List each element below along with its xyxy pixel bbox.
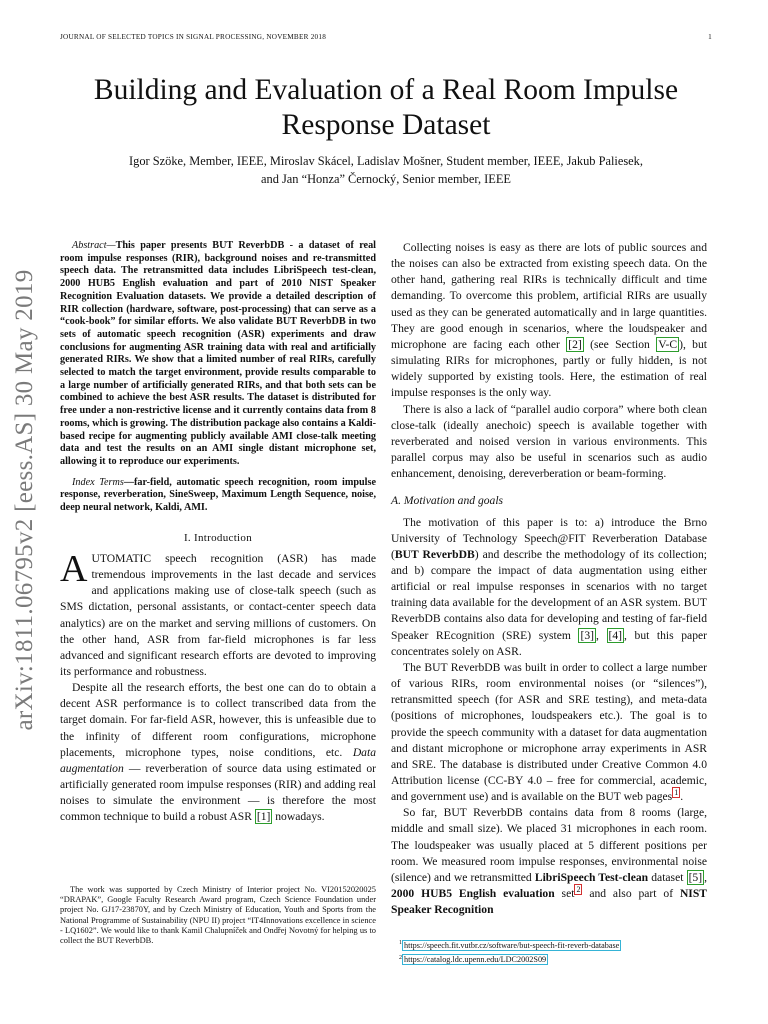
right-paragraph-1 (391, 240, 707, 402)
right-p4-text-a: The BUT ReverbDB was built in order to collect a large number of various RIRs, room environmental noises (or “silences”), retransmitted speech (for ASR and SRE testing), and meta-data (positions of microphones, loudspeakers etc.). The goal is to provide the speech community with a dataset for data augmentation and distant microphone or microphone array experiments in ASR and SRE. The database is distributed under Creative Common 4.0 Attribution license (CC-BY 4.0 – free for commercial, academic, and government use) and is available on the BUT web pages (391, 660, 707, 804)
index-terms-text: —far-field, automatic speech recognition, room impulse response, reverberation, SineSweep, Maximum Length Sequence, noise, deep neural network, Kaldi, AMI. (60, 476, 377, 514)
citation-link-5[interactable]: [5] (688, 870, 703, 884)
right-p5-bold-2: 2000 HUB5 English evaluation (391, 887, 555, 901)
right-p3-separator: , (596, 628, 607, 642)
paper-title: Building and Evaluation of a Real Room Impulse Response Dataset (93, 74, 679, 141)
intro-p1-text: UTOMATIC speech recognition (ASR) has made tremendous improvements in the last decade and services and applications making use of close-talk speech (such as SMS dictation, personal assistants, or contact-center speech data analytics) are on the market and serving millions of customers. On the other hand, ASR from far-field microphones is far less advanced and significant research efforts are devoted to improving its performance and robustness. (60, 551, 376, 679)
page-number: 1 (708, 33, 712, 41)
funding-footnote: The work was supported by Czech Ministry of Interior project No. VI20152020025 “DRAPAK”, Google Faculty Research Award program, Czech Science Foundation under project No. GJ17-23870Y, and by Czech Ministry of Education, Youth and Sports from the National Programme of Sustainability (NPU II) project “IT4Innovations excellence in science - LQ1602”. We would like to thank Kamil Chalupníček and Ondřej Novotný for helping us to collect the BUT ReverbDB. (60, 885, 376, 946)
citation-link-3[interactable]: [3] (580, 628, 595, 642)
right-p3-text-a: The motivation of this paper is to: a) introduce the Brno University of Technology Speech@FIT Reverberation Database ( (391, 515, 707, 561)
right-p1-text-b: (see Section (583, 337, 657, 351)
right-column (391, 240, 707, 918)
right-p5-bold-1: LibriSpeech Test-clean (534, 870, 649, 884)
intro-p2-text-b: — reverberation of source data using estimated or artificially generated room impulse responses (RIR) and adding real noises to simulate the environment — is therefore the most common technique to build a robust ASR (60, 761, 376, 824)
footnotes (391, 937, 707, 966)
right-p1-text-c: ), but simulating RIRs for microphones, partly or fully hidden, is not widely supported by existing tools. Here, the estimation of real impulse responses is the only way. (391, 337, 707, 400)
footnote-2 (391, 952, 707, 967)
intro-p2-text-a: Despite all the research efforts, the best one can do to obtain a decent ASR performance is to collect transcribed data from the target domain. For far-field ASR, however, this is unfeasible due to the infinity of different room configurations, microphone placements, microphone types, noise conditions, etc. (60, 681, 376, 759)
footnote-link-1[interactable]: 1 (674, 788, 679, 798)
right-p4-text-b: . (680, 790, 684, 804)
right-p1-text-a: Collecting noises is easy as there are lots of public sources and the noises can also be extracted from existing speech data. On the other hand, gathering real RIRs is technically difficult and time demanding. To overcome this problem, artificial RIRs are usually used as they can be generated automatically and in large quantities. They are good enough in scenarios, where the loudspeaker and microphone are facing each other (391, 241, 707, 351)
intro-paragraph-2 (60, 680, 376, 825)
right-p3-text-c: , but this paper concentrates solely on ASR. (391, 628, 707, 658)
right-p5-text-e: and also part of (582, 887, 680, 901)
right-p5-text-c: , (704, 870, 707, 884)
section-link-v-c[interactable]: V-C (658, 337, 678, 351)
arxiv-stamp (8, 250, 42, 750)
right-paragraph-4 (391, 660, 707, 805)
footnote-1 (391, 937, 707, 952)
section-heading-introduction: I. Introduction (183, 531, 253, 544)
index-terms-label: Index Terms (72, 476, 124, 488)
intro-p2-emphasis: Data augmentation (60, 745, 376, 775)
arxiv-identifier: arXiv:1811.06795v2 [eess.AS] 30 May 2019 (11, 269, 38, 731)
subsection-heading-motivation: A. Motivation and goals (391, 494, 504, 508)
author-list (70, 152, 702, 188)
intro-p2-text-c: nowadays. (272, 810, 325, 824)
journal-name: JOURNAL OF SELECTED TOPICS IN SIGNAL PROCESSING, NOVEMBER 2018 (60, 33, 327, 41)
author-line-1: Igor Szöke, Member, IEEE, Miroslav Skácel, Ladislav Mošner, Student member, IEEE, Jakub Paliesek, (129, 154, 643, 168)
footnote-1-url[interactable]: https://speech.fit.vutbr.cz/software/but-speech-fit-reverb-database (404, 940, 620, 950)
right-p3-bold: BUT ReverbDB (394, 547, 475, 561)
right-paragraph-3 (391, 515, 707, 660)
footnote-1-mark: 1 (399, 940, 402, 946)
running-header (60, 33, 712, 45)
abstract-text: This paper presents BUT ReverbDB - a dataset of real room impulse responses (RIR), background noises and re-transmitted speech data. The retransmitted data includes LibriSpeech test-clean, 2000 HUB5 English evaluation and part of 2010 NIST Speaker Recognition Evaluation datasets. We provide a detailed description of RIR collection (hardware, software, post-processing) that can serve as a “cook-book” for similar efforts. We also validate BUT ReverbDB in two sets of automatic speech recognition (ASR) experiments and draw conclusions for augmenting ASR training data with real and artificially generated RIRs. We show that a limited number of real RIRs, carefully selected to match the target environment, provide results comparable to a large number of artificially generated RIRs, and that both sets can be combined to achieve the best ASR results. The dataset is distributed for free under a non-restrictive license and it currently contains data from 8 rooms, which is growing. The distribution package also contains a Kaldi-based recipe for augmenting publicly available AMI close-talk meeting data and test the results on an AMI single distant microphone set, allowing it to reproduce our experiments. (60, 240, 376, 467)
right-p5-text-d: set (554, 887, 575, 901)
footnote-link-2[interactable]: 2 (576, 885, 581, 895)
citation-link-4[interactable]: [4] (608, 628, 623, 642)
author-line-2: and Jan “Honza” Černocký, Senior member, IEEE (261, 172, 511, 186)
right-p5-text-b: dataset (648, 870, 687, 884)
citation-link-1[interactable]: [1] (256, 810, 271, 824)
citation-link-2[interactable]: [2] (568, 337, 582, 351)
left-column (60, 240, 376, 826)
abstract (60, 240, 376, 469)
abstract-label: Abstract— (72, 240, 116, 251)
right-paragraph-5 (391, 805, 707, 918)
footnote-2-url[interactable]: https://catalog.ldc.upenn.edu/LDC2002S09 (404, 955, 547, 965)
right-p3-text-b: ) and describe the methodology of its collection; and b) compare the impact of data augmentation using either artificial or real impulse responses in scenarios with no target training data available for the development of an ASR system. BUT ReverbDB contains also data for developing and testing of far-field Speaker REcognition (SRE) system (391, 547, 707, 642)
footnote-2-mark: 2 (399, 954, 402, 961)
index-terms (60, 477, 376, 515)
intro-paragraph-1 (60, 547, 376, 680)
right-paragraph-2: There is also a lack of “parallel audio corpora” where both clean close-talk (ideally anechoic) speech is available together with reverberated and noised version in various environments. This parallel corpus may also be useful in scenarios such as audio enhancement, denoising, dereverberation or beam-forming. (391, 402, 707, 481)
drop-cap: A (60, 547, 88, 590)
right-p5-bold-3: NIST Speaker Recognition (391, 887, 708, 917)
right-p5-text-a: So far, BUT ReverbDB contains data from 8 rooms (large, middle and small size). We placed 31 microphones in each room. The loudspeaker was usually placed at 5 different positions per room. We measured room impulse responses, environmental noise (silence) and we retransmitted (391, 806, 707, 884)
